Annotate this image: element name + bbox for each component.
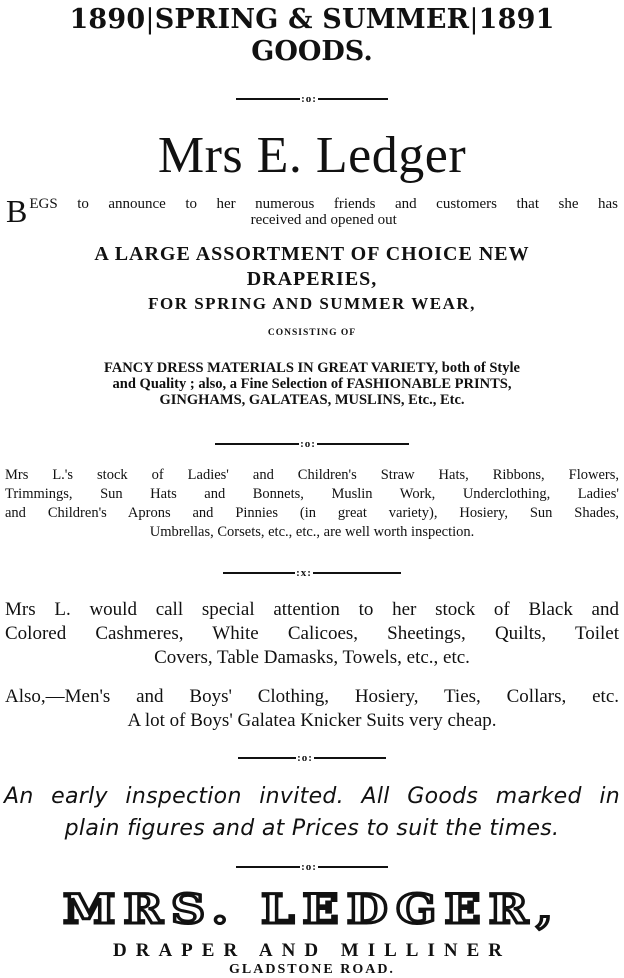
dropcap-letter: B xyxy=(6,193,28,229)
inspection-line: An early inspection invited. All Goods marked in xyxy=(4,784,620,809)
stock-line: Mrs L.'s stock of Ladies' and Children's Straw Hats, Ribbons, Flowers, xyxy=(5,467,619,483)
consisting-label: CONSISTING OF xyxy=(267,328,357,338)
header-line xyxy=(0,6,624,33)
also-line: A lot of Boys' Galatea Knicker Suits very cheap. xyxy=(127,710,497,731)
fancy-paragraph xyxy=(10,360,614,408)
attention-line: Covers, Table Damasks, Towels, etc., etc. xyxy=(154,647,470,668)
footer-trade: DRAPER AND MILLINER xyxy=(113,940,511,961)
assortment-line: A LARGE ASSORTMENT OF CHOICE NEW xyxy=(94,243,530,265)
attention-line: Mrs L. would call special attention to her stock of Black and xyxy=(5,599,619,620)
fancy-line: and Quality ; also, a Fine Selection of FASHIONABLE PRINTS, xyxy=(112,376,512,392)
fancy-line: GINGHAMS, GALATEAS, MUSLINS, Etc., Etc. xyxy=(159,392,465,408)
separator: :x: xyxy=(0,567,624,579)
separator: :o: xyxy=(0,861,624,873)
stock-line: and Children's Aprons and Pinnies (in great variety), Hosiery, Sun Shades, xyxy=(5,505,619,521)
separator: :o: xyxy=(0,438,624,450)
assortment-line: DRAPERIES, xyxy=(246,268,378,290)
also-paragraph xyxy=(5,685,619,733)
season-title: SPRING & SUMMER xyxy=(154,4,470,35)
inspection-paragraph xyxy=(4,781,620,845)
stock-paragraph xyxy=(5,466,619,542)
header-rule: | xyxy=(469,4,479,35)
fancy-line: FANCY DRESS MATERIALS IN GREAT VARIETY, both of Style xyxy=(104,360,520,376)
footer-address: GLADSTONE ROAD. xyxy=(229,962,395,977)
announce-line: received and opened out xyxy=(250,212,397,228)
separator: :o: xyxy=(0,93,624,105)
year-left: 1890 xyxy=(69,4,146,35)
stock-line: Umbrellas, Corsets, etc., etc., are well worth inspection. xyxy=(149,524,475,540)
goods-title: GOODS. xyxy=(251,36,373,67)
header-rule: | xyxy=(145,4,155,35)
separator: :o: xyxy=(0,752,624,764)
attention-paragraph xyxy=(5,598,619,670)
footer-name-logo xyxy=(0,886,624,938)
assortment-line: FOR SPRING AND SUMMER WEAR, xyxy=(148,294,476,313)
also-line: Also,—Men's and Boys' Clothing, Hosiery, Ties, Collars, etc. xyxy=(5,686,619,707)
proprietor-title: Mrs E. Ledger xyxy=(157,127,467,184)
stock-line: Trimmings, Sun Hats and Bonnets, Muslin Work, Underclothing, Ladies' xyxy=(5,486,619,502)
attention-line: Colored Cashmeres, White Calicoes, Sheetings, Quilts, Toilet xyxy=(5,623,619,644)
footer-name-text: MRS. LEDGER, xyxy=(63,886,561,933)
announce-paragraph xyxy=(6,193,618,229)
inspection-line: plain figures and at Prices to suit the times. xyxy=(64,816,560,841)
year-right: 1891 xyxy=(478,4,555,35)
announce-line: EGS to announce to her numerous friends and customers that she has xyxy=(29,196,618,212)
